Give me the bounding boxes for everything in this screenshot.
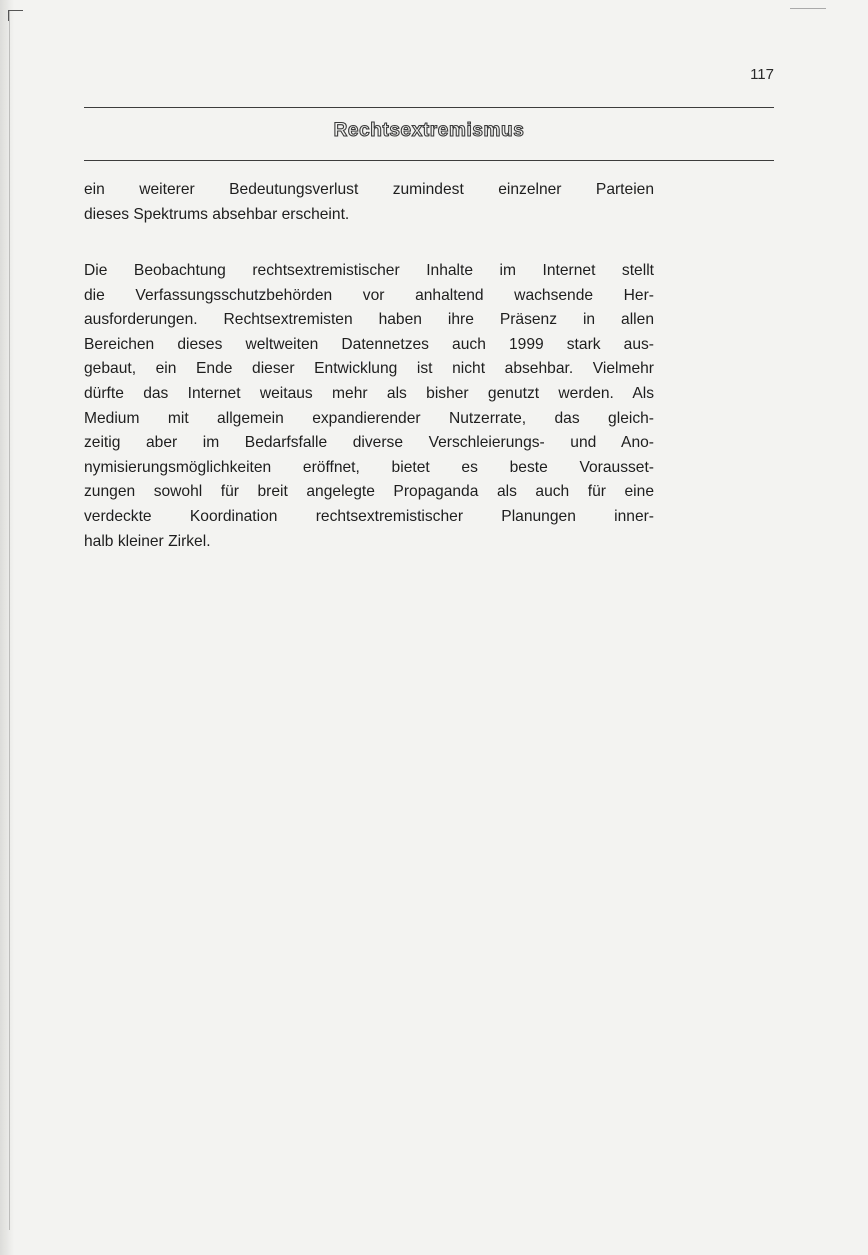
text-line: zeitig aber im Bedarfsfalle diverse Verschleierungs- und Ano-	[84, 434, 654, 452]
text-line: dieses Spektrums absehbar erscheint.	[84, 205, 350, 223]
text-line: gebaut, ein Ende dieser Entwicklung ist nicht absehbar. Vielmehr	[84, 360, 654, 378]
text-line: ausforderungen. Rechtsextremisten haben ihre Präsenz in allen	[84, 311, 654, 329]
header-rule-top	[84, 107, 774, 108]
text-line: nymisierungsmöglichkeiten eröffnet, bietet es beste Vorausset-	[84, 458, 654, 476]
text-line: ein weiterer Bedeutungsverlust zumindest einzelner Parteien	[84, 181, 654, 198]
scan-margin-shadow	[0, 0, 14, 1255]
text-line: die Verfassungsschutzbehörden vor anhaltend wachsende Her-	[84, 286, 654, 304]
paragraph-1	[84, 178, 654, 227]
text-line: verdeckte Koordination rechtsextremistischer Planungen inner-	[84, 507, 654, 525]
text-line: zungen sowohl für breit angelegte Propaganda als auch für eine	[84, 483, 654, 501]
scan-mark	[790, 8, 826, 9]
page-number: 117	[750, 66, 774, 83]
text-line: halb kleiner Zirkel.	[84, 532, 211, 550]
text-line: Medium mit allgemein expandierender Nutzerrate, das gleich-	[84, 409, 654, 427]
running-head: Rechtsextremismus	[333, 120, 525, 141]
scan-edge-line	[9, 10, 10, 1230]
paragraph-2	[84, 259, 654, 554]
crop-mark	[8, 10, 23, 21]
text-line: Die Beobachtung rechtsextremistischer Inhalte im Internet stellt	[84, 262, 654, 279]
header-rule-bottom	[84, 160, 774, 161]
text-line: Bereichen dieses weltweiten Datennetzes auch 1999 stark aus-	[84, 335, 654, 353]
text-line: dürfte das Internet weitaus mehr als bisher genutzt werden. Als	[84, 384, 654, 402]
